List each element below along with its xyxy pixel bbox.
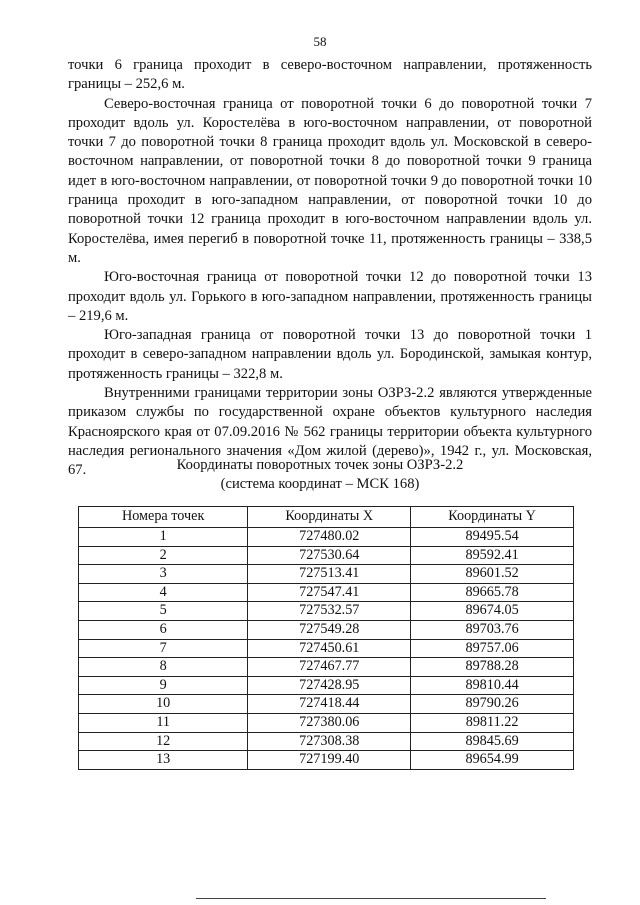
table-caption-subtitle: (система координат – МСК 168) [220,476,420,492]
cell-point-number: 6 [79,620,248,639]
cell-coordinate-x: 727308.38 [248,732,411,751]
cell-coordinate-y: 89811.22 [411,713,574,732]
coordinates-table [78,506,574,770]
cell-coordinate-y: 89674.05 [411,602,574,621]
cell-point-number: 8 [79,658,248,677]
body-text [68,56,592,481]
table-caption [0,456,640,494]
cell-coordinate-x: 727418.44 [248,695,411,714]
table-row [79,713,574,732]
table-row [79,620,574,639]
table-row [79,658,574,677]
cell-coordinate-x: 727532.57 [248,602,411,621]
cell-coordinate-y: 89654.99 [411,751,574,770]
cell-coordinate-y: 89810.44 [411,676,574,695]
cell-point-number: 9 [79,676,248,695]
header-coordinate-y: Координаты Y [411,507,574,528]
cell-point-number: 13 [79,751,248,770]
paragraph-continuation: точки 6 граница проходит в северо-восточном направлении, протяженность границы – 252,6 м. [68,57,592,93]
cell-coordinate-x: 727467.77 [248,658,411,677]
cell-point-number: 7 [79,639,248,658]
paragraph-southwest-boundary: Юго-западная граница от поворотной точки 13 до поворотной точки 1 проходит в северо-западном направлении вдоль ул. Бородинской, замыкая контур, протяженность границы – 322,8 м. [68,327,592,382]
cell-point-number: 1 [79,528,248,547]
cell-point-number: 5 [79,602,248,621]
table-row [79,602,574,621]
cell-coordinate-y: 89495.54 [411,528,574,547]
cell-coordinate-x: 727450.61 [248,639,411,658]
cell-coordinate-y: 89790.26 [411,695,574,714]
table-row [79,639,574,658]
cell-coordinate-y: 89788.28 [411,658,574,677]
cell-coordinate-y: 89703.76 [411,620,574,639]
cell-point-number: 2 [79,546,248,565]
paragraph-internal-boundaries: Внутренними границами территории зоны ОЗРЗ-2.2 являются утвержденные приказом службы по государственной охране объектов культурного наследия Красноярского края от 07.09.2016 № 562 границы территории объекта культурного наследия регионального значения «Дом жилой (дерево)», 1942 г., ул. Московская, 67. [68,385,592,479]
cell-coordinate-x: 727199.40 [248,751,411,770]
cell-coordinate-x: 727513.41 [248,565,411,584]
cell-coordinate-x: 727549.28 [248,620,411,639]
cell-coordinate-y: 89592.41 [411,546,574,565]
table-row [79,546,574,565]
table-row [79,676,574,695]
cell-coordinate-x: 727428.95 [248,676,411,695]
table-row [79,583,574,602]
page-number: 58 [313,34,327,49]
table-row [79,528,574,547]
cell-coordinate-x: 727480.02 [248,528,411,547]
table-header-row [79,507,574,528]
cell-point-number: 12 [79,732,248,751]
cell-coordinate-x: 727547.41 [248,583,411,602]
bottom-rule [196,898,546,899]
table-row [79,751,574,770]
header-point-number: Номера точек [79,507,248,528]
table-row [79,565,574,584]
header-coordinate-x: Координаты X [248,507,411,528]
paragraph-southeast-boundary: Юго-восточная граница от поворотной точки 12 до поворотной точки 13 проходит вдоль ул. Горького в юго-западном направлении, протяженность границы – 219,6 м. [68,269,592,324]
cell-coordinate-x: 727380.06 [248,713,411,732]
cell-coordinate-y: 89845.69 [411,732,574,751]
table-row [79,695,574,714]
cell-point-number: 3 [79,565,248,584]
table-caption-title: Координаты поворотных точек зоны ОЗРЗ-2.2 [176,457,464,473]
cell-coordinate-y: 89757.06 [411,639,574,658]
cell-point-number: 11 [79,713,248,732]
cell-point-number: 4 [79,583,248,602]
cell-point-number: 10 [79,695,248,714]
paragraph-northeast-boundary: Северо-восточная граница от поворотной точки 6 до поворотной точки 7 проходит вдоль ул. Коростелёва в юго-восточном направлении, от поворотной точки 7 до поворотной точки 8 граница проходит вдоль ул. Московской в северо-восточном направлении, от поворотной точки 8 до поворотной точки 9 граница идет в юго-восточном направлении, от поворотной точки 9 до поворотной точки 10 граница проходит в юго-западном направлении, от поворотной точки 10 до поворотной точки 12 граница проходит в юго-восточном направлении вдоль ул. Коростелёва, имея перегиб в поворотной точке 11, протяженность границы – 338,5 м. [68,95,592,266]
cell-coordinate-y: 89601.52 [411,565,574,584]
table-row [79,732,574,751]
cell-coordinate-y: 89665.78 [411,583,574,602]
cell-coordinate-x: 727530.64 [248,546,411,565]
